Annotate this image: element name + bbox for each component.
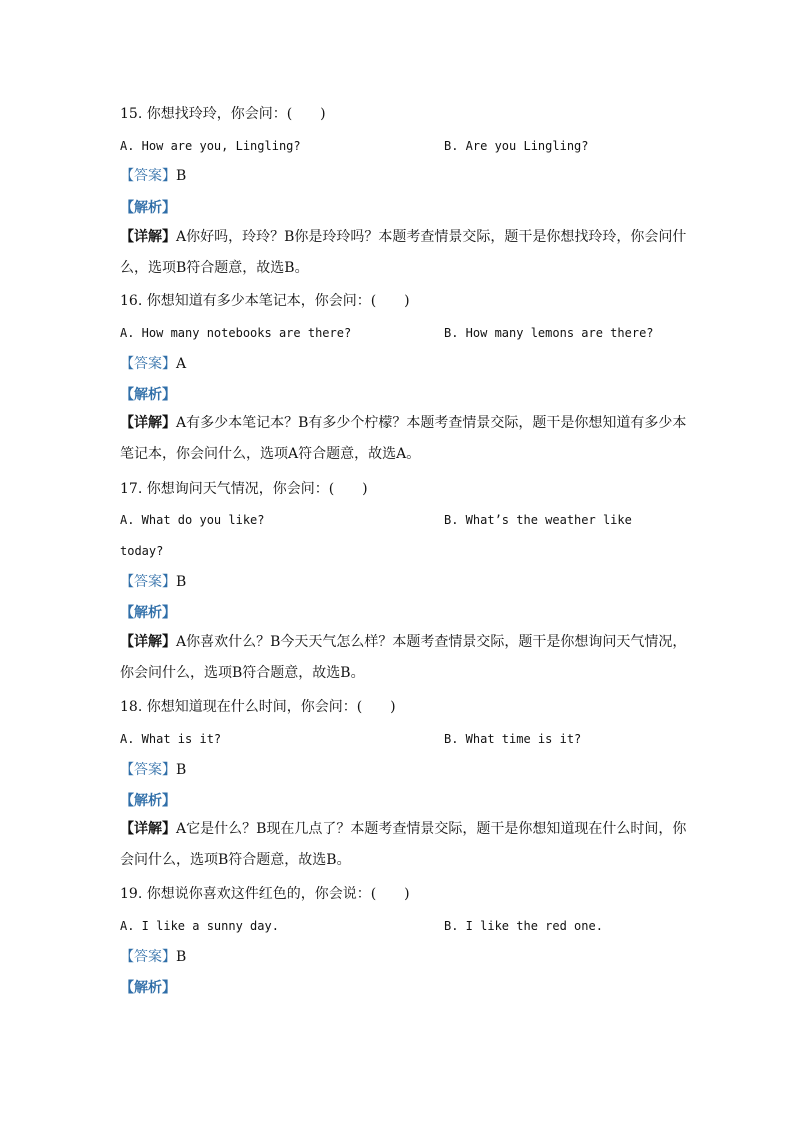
detail-text: A你喜欢什么？B今天天气怎么样？本题考查情景交际，题干是你想询问天气情况，你会问什么，选项B符合题意，故选B。	[120, 634, 687, 681]
detail-text: A它是什么？B现在几点了？本题考查情景交际，题干是你想知道现在什么时间，你会问什么，选项B符合题意，故选B。	[120, 821, 687, 868]
answer-value: A	[176, 356, 187, 372]
option-a: A. What is it?	[120, 732, 222, 746]
analysis-line	[120, 384, 176, 404]
option-b: B. How many lemons are there?	[444, 326, 654, 340]
answer-value: B	[176, 574, 187, 590]
analysis-line	[120, 602, 176, 622]
detail-paragraph	[120, 814, 690, 876]
analysis-tag: 【解析】	[120, 387, 176, 403]
analysis-tag: 【解析】	[120, 793, 176, 809]
detail-paragraph	[120, 222, 690, 284]
option-a: A. I like a sunny day.	[120, 919, 279, 933]
analysis-line	[120, 197, 176, 217]
analysis-line	[120, 790, 176, 810]
answer-line	[120, 165, 186, 185]
analysis-tag: 【解析】	[120, 200, 176, 216]
option-b-continuation: today?	[120, 544, 164, 558]
answer-tag: 【答案】	[120, 949, 176, 965]
detail-text: A你好吗，玲玲？B你是玲玲吗？本题考查情景交际，题干是你想找玲玲，你会问什么，选项B符合题意，故选B。	[120, 229, 687, 276]
answer-tag: 【答案】	[120, 762, 176, 778]
question-stem: 18. 你想知道现在什么时间，你会问：( )	[120, 699, 396, 715]
question-stem: 15. 你想找玲玲，你会问：( )	[120, 106, 326, 122]
analysis-tag: 【解析】	[120, 980, 176, 996]
option-a: A. What do you like?	[120, 513, 265, 527]
answer-line	[120, 353, 186, 373]
answer-tag: 【答案】	[120, 356, 176, 372]
option-a: A. How are you, Lingling?	[120, 139, 301, 153]
answer-tag: 【答案】	[120, 574, 176, 590]
answer-value: B	[176, 168, 187, 184]
question-stem: 17. 你想询问天气情况，你会问：( )	[120, 481, 368, 497]
option-b: B. What time is it?	[444, 732, 582, 746]
option-b: B. I like the red one.	[444, 919, 603, 933]
detail-tag: 【详解】	[120, 229, 176, 245]
answer-line	[120, 571, 186, 591]
detail-tag: 【详解】	[120, 415, 176, 431]
question-stem: 16. 你想知道有多少本笔记本，你会问：( )	[120, 293, 410, 309]
answer-value: B	[176, 762, 187, 778]
detail-paragraph	[120, 627, 690, 689]
detail-text: A有多少本笔记本？B有多少个柠檬？本题考查情景交际，题干是你想知道有多少本笔记本，你会问什么，选项A符合题意，故选A。	[120, 415, 687, 462]
detail-tag: 【详解】	[120, 634, 176, 650]
option-a: A. How many notebooks are there?	[120, 326, 352, 340]
option-b: B. What’s the weather like	[444, 513, 632, 527]
analysis-tag: 【解析】	[120, 605, 176, 621]
question-stem: 19. 你想说你喜欢这件红色的，你会说：( )	[120, 886, 410, 902]
detail-paragraph	[120, 408, 690, 470]
analysis-line	[120, 977, 176, 997]
detail-tag: 【详解】	[120, 821, 176, 837]
answer-line	[120, 759, 186, 779]
answer-tag: 【答案】	[120, 168, 176, 184]
option-b: B. Are you Lingling?	[444, 139, 589, 153]
answer-value: B	[176, 949, 187, 965]
answer-line	[120, 946, 186, 966]
